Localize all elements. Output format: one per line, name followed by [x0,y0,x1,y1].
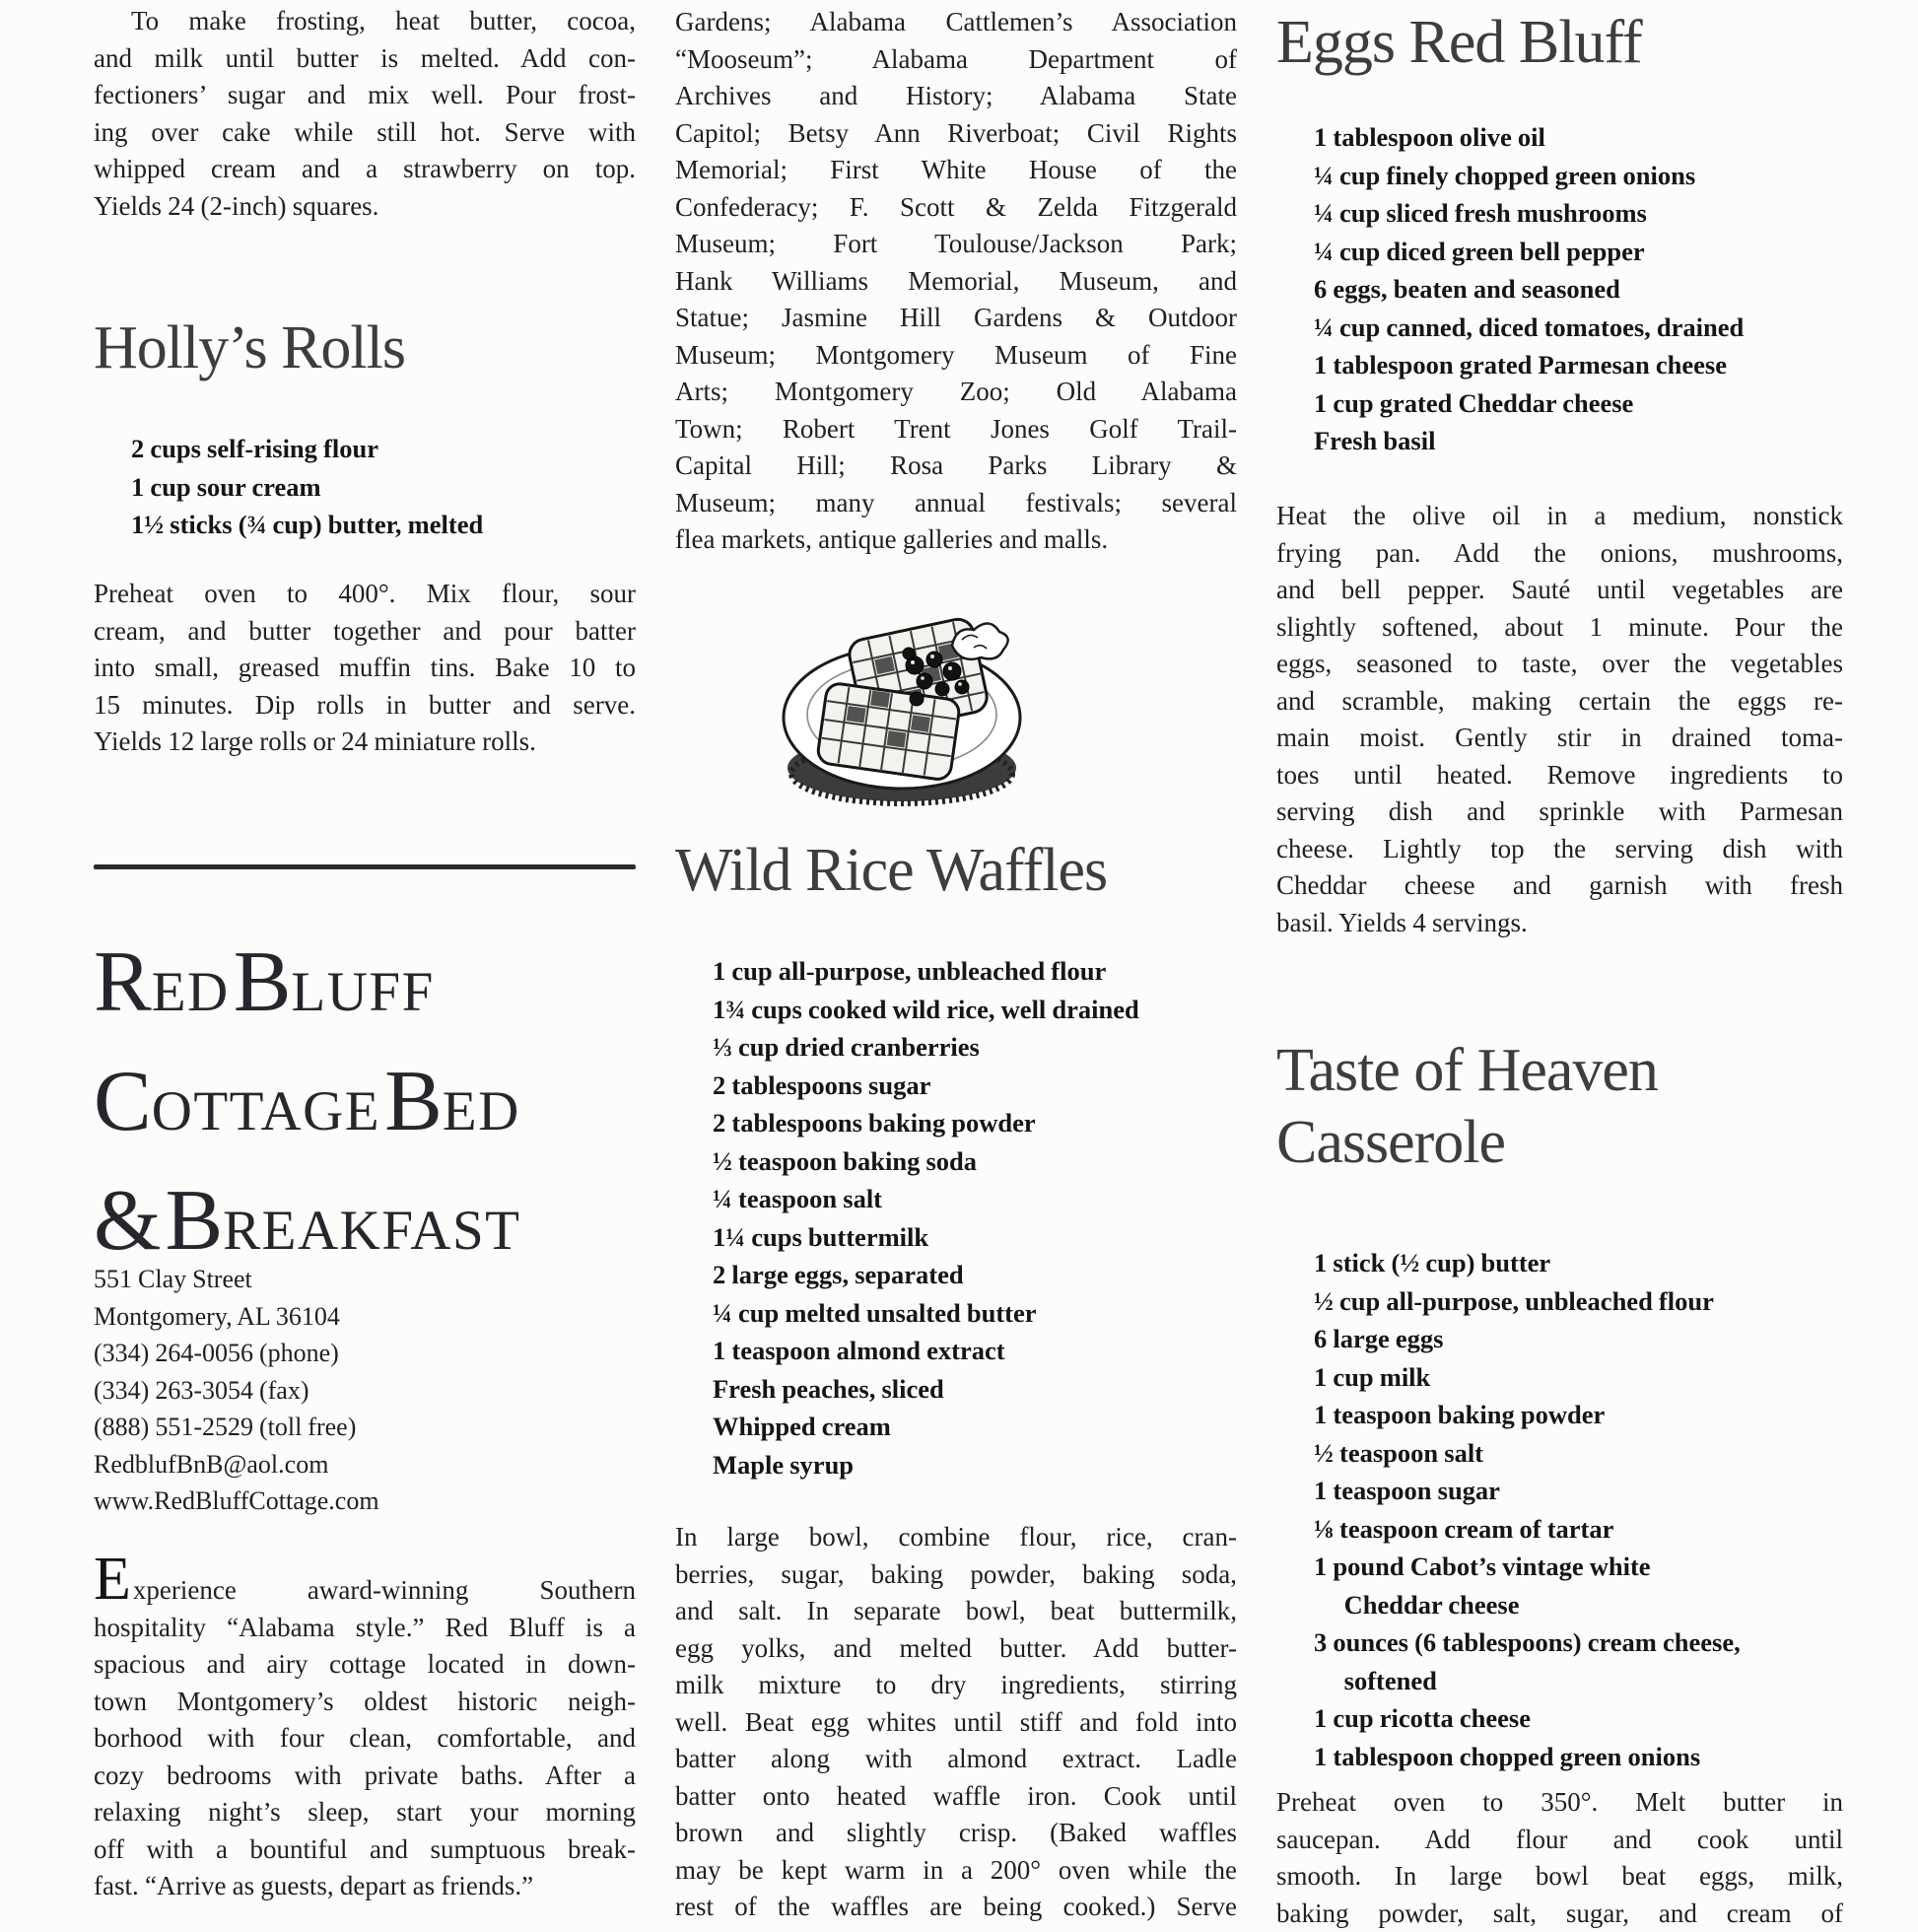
text-line: 1 teaspoon sugar [1314,1472,1843,1510]
text-line: town Montgomery’s oldest historic neigh- [94,1684,636,1721]
text-line: 2 tablespoons sugar [713,1067,1237,1105]
text-line: Taste of Heaven [1276,1035,1843,1107]
text-line: ¼ cup canned, diced tomatoes, drained [1314,309,1843,347]
text-line: Archives and History; Alabama State [675,78,1237,115]
text-line: may be kept warm in a 200° oven while the [675,1852,1237,1890]
text-line: Hank Williams Memorial, Museum, and [675,263,1237,301]
text-line: 1 teaspoon baking powder [1314,1396,1843,1434]
text-line: relaxing night’s sleep, start your morning [94,1794,636,1831]
listing-description-paragraph [94,1572,636,1905]
text-line: Town; Robert Trent Jones Golf Trail- [675,411,1237,448]
text-line: softened [1314,1662,1843,1700]
text-line: ½ teaspoon baking soda [713,1142,1237,1181]
text-line: hospitality “Alabama style.” Red Bluff is a [94,1610,636,1647]
text-line: berries, sugar, baking powder, baking soda, [675,1556,1237,1594]
text-line: Preheat oven to 400°. Mix flour, sour [94,576,636,613]
instructions-hollys-rolls [94,576,636,761]
text-line: Fresh peaches, sliced [713,1370,1237,1409]
text-line: ¼ cup sliced fresh mushrooms [1314,194,1843,233]
text-line: Cheddar cheese [1314,1586,1843,1624]
text-line: 1½ sticks (¾ cup) butter, melted [131,506,636,544]
instructions-eggs-red-bluff [1276,498,1843,941]
text-line: off with a bountiful and sumptuous break- [94,1831,636,1869]
middle-column [675,0,1237,1918]
listing-address-block [94,1261,636,1520]
text-line: eggs, seasoned to taste, over the vegetables [1276,646,1843,683]
text-line: Gardens; Alabama Cattlemen’s Association [675,4,1237,41]
text-line: milk mixture to dry ingredients, stirring [675,1667,1237,1704]
text-line: ¼ cup diced green bell pepper [1314,233,1843,271]
text-line: 15 minutes. Dip rolls in butter and serve. [94,687,636,724]
text-line: Yields 12 large rolls or 24 miniature rolls. [94,724,636,761]
text-line: batter onto heated waffle iron. Cook until [675,1778,1237,1816]
text-line: fectioners’ sugar and mix well. Pour frost- [94,77,636,114]
right-column [1276,0,1843,1918]
listing-name-red-bluff-cottage [94,934,636,1292]
text-line: ¼ teaspoon salt [713,1180,1237,1218]
instructions-wild-rice-waffles [675,1519,1237,1926]
text-line: Whipped cream [713,1408,1237,1446]
text-line: borhood with four clean, comfortable, and [94,1720,636,1758]
text-line: toes until heated. Remove ingredients to [1276,757,1843,794]
text-line: To make frosting, heat butter, cocoa, [94,3,636,40]
text-line: (334) 263-3054 (fax) [94,1372,636,1410]
text-line: into small, greased muffin tins. Bake 10 to [94,650,636,687]
text-line: well. Beat egg whites until stiff and fold into [675,1704,1237,1742]
text-line: Capital Hill; Rosa Parks Library & [675,448,1237,485]
text-line: ½ teaspoon salt [1314,1434,1843,1473]
text-line: serving dish and sprinkle with Parmesan [1276,794,1843,831]
text-line: frying pan. Add the onions, mushrooms, [1276,535,1843,573]
text-line: and bell pepper. Sauté until vegetables are [1276,572,1843,609]
text-line: 551 Clay Street [94,1261,636,1298]
drop-cap: E [94,1546,131,1613]
attractions-paragraph [675,4,1237,559]
text-line: Preheat oven to 350°. Melt butter in [1276,1784,1843,1822]
section-divider [94,864,636,869]
text-line: and milk until butter is melted. Add con- [94,40,636,78]
recipe-title-wild-rice-waffles: Wild Rice Waffles [675,838,1237,903]
text-line: Heat the olive oil in a medium, nonstick [1276,498,1843,535]
text-line: 1 cup grated Cheddar cheese [1314,384,1843,423]
text-line: Cheddar cheese and garnish with fresh [1276,867,1843,905]
text-line: (888) 551-2529 (toll free) [94,1409,636,1446]
recipe-title-eggs-red-bluff: Eggs Red Bluff [1276,10,1843,75]
text-line: Museum; Montgomery Museum of Fine [675,337,1237,375]
text-line: ing over cake while still hot. Serve with [94,114,636,152]
text-line: (334) 264-0056 (phone) [94,1335,636,1372]
text-line: 2 large eggs, separated [713,1256,1237,1294]
text-line: Museum; Fort Toulouse/Jackson Park; [675,226,1237,263]
text-line: Experience award-winning Southern [94,1572,636,1610]
text-line: batter along with almond extract. Ladle [675,1741,1237,1778]
text-line: ⅓ cup dried cranberries [713,1028,1237,1067]
text-line: 2 tablespoons baking powder [713,1104,1237,1142]
frosting-paragraph [94,3,636,225]
text-line: Casserole [1276,1107,1843,1179]
text-line: 1 cup all-purpose, unbleached flour [713,952,1237,991]
ingredient-list-wild-rice-waffles [675,952,1237,1484]
text-line: RedblufBnB@aol.com [94,1446,636,1484]
instructions-taste-of-heaven [1276,1784,1843,1932]
text-line: brown and slightly crisp. (Baked waffles [675,1815,1237,1852]
text-line: 6 eggs, beaten and seasoned [1314,270,1843,309]
text-line: baking powder, salt, sugar, and cream of [1276,1896,1843,1932]
text-line: Capitol; Betsy Ann Riverboat; Civil Rights [675,115,1237,153]
text-line: saucepan. Add flour and cook until [1276,1822,1843,1859]
recipe-title-taste-of-heaven-casserole [1276,1035,1843,1179]
text-line: Memorial; First White House of the [675,152,1237,189]
text-line: Maple syrup [713,1446,1237,1484]
ingredient-list-taste-of-heaven [1276,1244,1843,1775]
text-line: ½ cup all-purpose, unbleached flour [1314,1282,1843,1321]
text-line: flea markets, antique galleries and malls. [675,521,1237,559]
text-line: 1 cup milk [1314,1358,1843,1397]
text-line: and scramble, making certain the eggs re- [1276,683,1843,721]
text-line: cream, and butter together and pour batter [94,613,636,651]
text-line: 1 tablespoon olive oil [1314,118,1843,157]
text-line: 1¾ cups cooked wild rice, well drained [713,991,1237,1029]
text-line: 2 cups self-rising flour [131,430,636,468]
text-line: basil. Yields 4 servings. [1276,905,1843,942]
text-line: main moist. Gently stir in drained toma- [1276,720,1843,757]
text-line: ¼ cup finely chopped green onions [1314,157,1843,195]
recipe-title-hollys-rolls: Holly’s Rolls [94,315,636,380]
text-line: cheese. Lightly top the serving dish with [1276,831,1843,868]
text-line: ⅛ teaspoon cream of tartar [1314,1510,1843,1549]
text-line: 6 large eggs [1314,1320,1843,1358]
text-line: ¼ cup melted unsalted butter [713,1294,1237,1333]
text-line: rest of the waffles are being cooked.) Serve [675,1889,1237,1926]
text-line: spacious and airy cottage located in down- [94,1646,636,1684]
text-line: 1¼ cups buttermilk [713,1218,1237,1257]
text-line: whipped cream and a strawberry on top. [94,151,636,188]
text-line: 1 cup sour cream [131,468,636,507]
text-line: 1 teaspoon almond extract [713,1332,1237,1370]
text-line: egg yolks, and melted butter. Add butter- [675,1630,1237,1668]
text-line: slightly softened, about 1 minute. Pour the [1276,609,1843,647]
text-line: Fresh basil [1314,422,1843,460]
text-line: 3 ounces (6 tablespoons) cream cheese, [1314,1623,1843,1662]
text-line: 1 pound Cabot’s vintage white [1314,1548,1843,1586]
text-line: Arts; Montgomery Zoo; Old Alabama [675,374,1237,411]
text-line: and salt. In separate bowl, beat buttermilk, [675,1593,1237,1630]
text-line: smooth. In large bowl beat eggs, milk, [1276,1858,1843,1896]
text-line: 1 tablespoon grated Parmesan cheese [1314,346,1843,384]
text-line: & BREAKFAST [94,1173,636,1292]
text-line: 1 tablespoon chopped green onions [1314,1738,1843,1776]
text-line: fast. “Arrive as guests, depart as friends.” [94,1868,636,1905]
text-line: In large bowl, combine flour, rice, cran- [675,1519,1237,1556]
text-line: 1 stick (½ cup) butter [1314,1244,1843,1282]
text-line: 1 cup ricotta cheese [1314,1699,1843,1738]
text-line: RED BLUFF [94,934,636,1054]
text-line: www.RedBluffCottage.com [94,1483,636,1520]
text-line: cozy bedrooms with private baths. After a [94,1758,636,1795]
text-line: Montgomery, AL 36104 [94,1298,636,1336]
left-column [94,0,636,1918]
ingredient-list-hollys-rolls [94,430,636,544]
text-line: COTTAGE BED [94,1054,636,1173]
waffle-plate-illustration [769,575,1035,826]
text-line: Yields 24 (2-inch) squares. [94,188,636,226]
ingredient-list-eggs-red-bluff [1276,118,1843,460]
text-line: Statue; Jasmine Hill Gardens & Outdoor [675,300,1237,337]
text-line: “Mooseum”; Alabama Department of [675,41,1237,79]
text-line: Museum; many annual festivals; several [675,485,1237,522]
text-line: Confederacy; F. Scott & Zelda Fitzgerald [675,189,1237,227]
